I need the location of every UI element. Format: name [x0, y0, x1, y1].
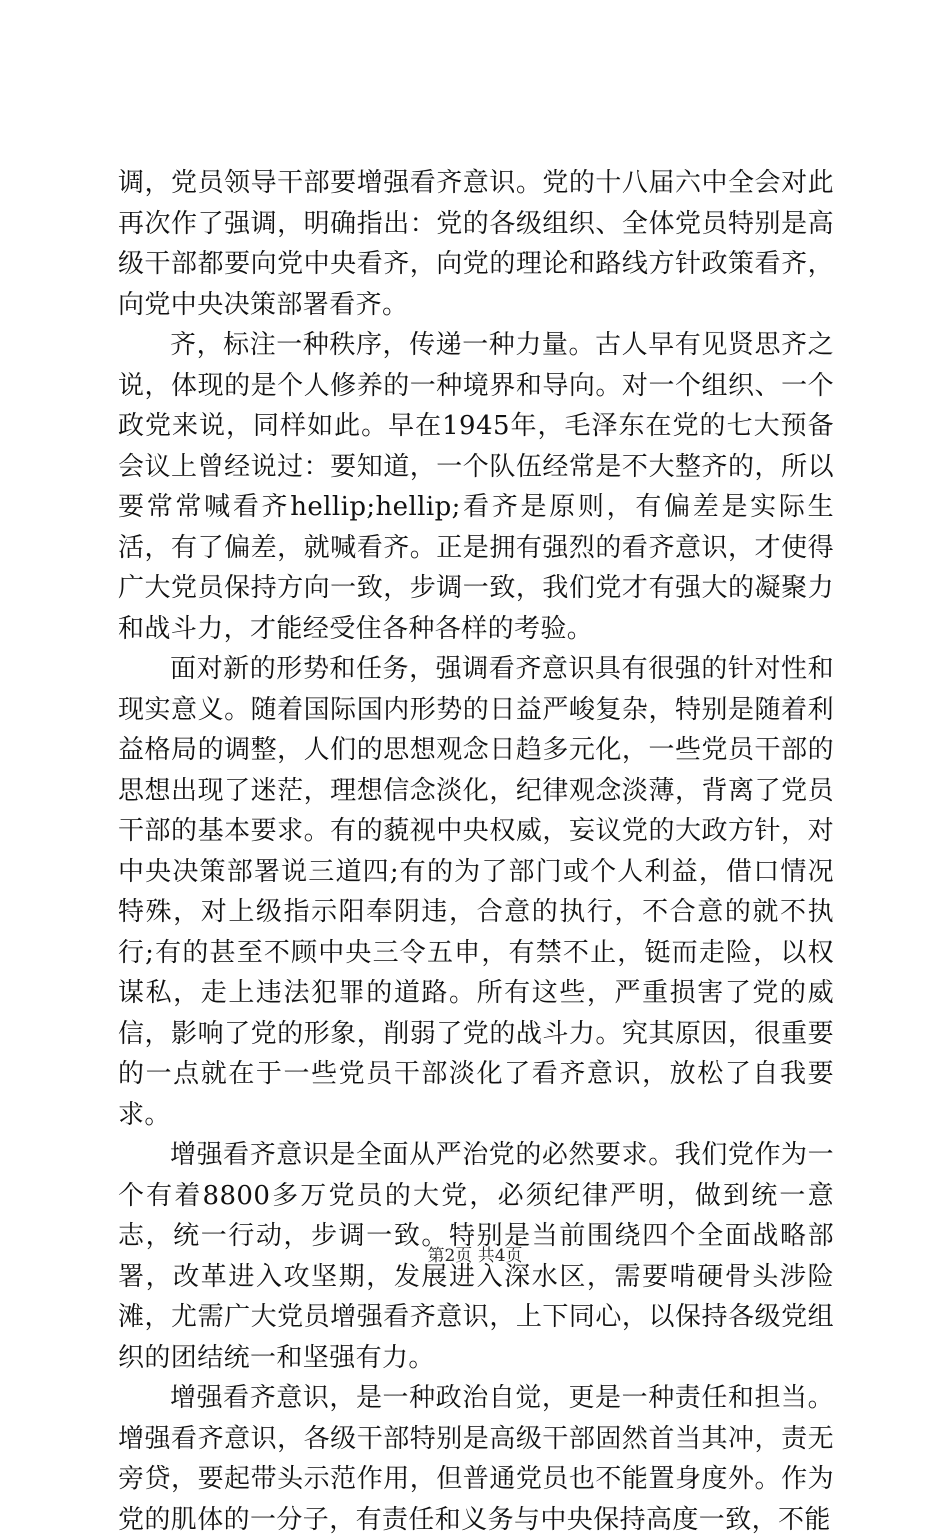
document-body — [118, 163, 834, 1540]
page-footer: 第2页 共4页 — [427, 1246, 523, 1266]
paragraph-3: 面对新的形势和任务，强调看齐意识具有很强的针对性和现实意义。随着国际国内形势的日益严峻复杂，特别是随着利益格局的调整，人们的思想观念日趋多元化，一些党员干部的思想出现了迷茫，理想信念淡化，纪律观念淡薄，背离了党员干部的基本要求。有的藐视中央权威，妄议党的大政方针，对中央决策部署说三道四;有的为了部门或个人利益，借口情况特殊，对上级指示阳奉阴违，合意的执行，不合意的就不执行;有的甚至不顾中央三令五申，有禁不止，铤而走险，以权谋私，走上违法犯罪的道路。所有这些，严重损害了党的威信，影响了党的形象，削弱了党的战斗力。究其原因，很重要的一点就在于一些党员干部淡化了看齐意识，放松了自我要求。 — [118, 654, 834, 1130]
paragraph-4: 增强看齐意识是全面从严治党的必然要求。我们党作为一个有着8800多万党员的大党，必须纪律严明，做到统一意志，统一行动，步调一致。特别是当前围绕四个全面战略部署，改革进入攻坚期，发展进入深水区，需要啃硬骨头涉险滩，尤需广大党员增强看齐意识，上下同心，以保持各级党组织的团结统一和坚强有力。 — [118, 1140, 834, 1373]
paragraph-1: 调，党员领导干部要增强看齐意识。党的十八届六中全会对此再次作了强调，明确指出：党的各级组织、全体党员特别是高级干部都要向党中央看齐，向党的理论和路线方针政策看齐，向党中央决策部署看齐。 — [118, 168, 834, 320]
paragraph-2: 齐，标注一种秩序，传递一种力量。古人早有见贤思齐之说，体现的是个人修养的一种境界和导向。对一个组织、一个政党来说，同样如此。早在1945年，毛泽东在党的七大预备会议上曾经说过：要知道，一个队伍经常是不大整齐的，所以要常常喊看齐hellip;hellip;看齐是原则，有偏差是实际生活，有了偏差，就喊看齐。正是拥有强烈的看齐意识，才使得广大党员保持方向一致，步调一致，我们党才有强大的凝聚力和战斗力，才能经受住各种各样的考验。 — [118, 330, 834, 644]
paragraph-5: 增强看齐意识，是一种政治自觉，更是一种责任和担当。增强看齐意识，各级干部特别是高级干部固然首当其冲，责无旁贷，要起带头示范作用，但普通党员也不能置身度外。作为党的肌体的一分子，有责任和义务与中央保持高度一致，不能 — [118, 1383, 834, 1535]
